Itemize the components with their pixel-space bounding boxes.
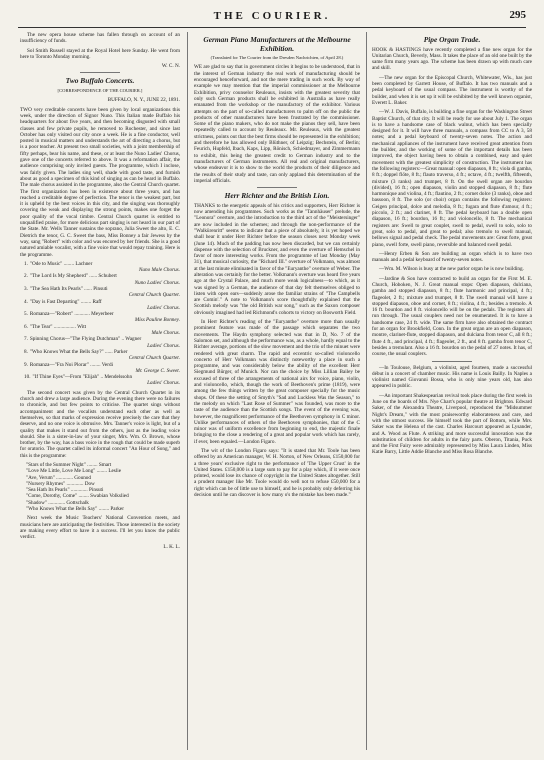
programme-item: [24, 506, 180, 512]
intro-paragraph: The new opera house scheme has fallen through on account of an insufficiency of funds.: [20, 32, 180, 45]
separator: [80, 72, 120, 73]
organ-paragraph-3: —W. J. Davis, Buffalo, is building a fine organ for the Washington Street Baptist Church, of that city. It will be ready for use about July 1. The organ is to have a handsome case of black walnut, which has been specially designed for it. It will have three manuals, a compass from CC to A 3, 58 notes; and a pedal keyboard of twenty-seven notes. The action and mechanical appliances of the instrument have received great attention from the builder, and the working of some of the important details has been improved, the object having been to obtain a combined, easy and quiet movement with the greatest simplicity of construction. The instrument has the following registers:—Great manual: open diapason, 8 ft.; viola di gamba, 8 ft.; doppel flöte, 8 ft.; flauto traverso, 4 ft.; octave, 4 ft.; twelfth, fifteenth, mixture (3 ranks) and trumpet, 8 ft. On the swell organ are bourdon (divided), 16 ft.; open diapason, violin and stopped diapason, 8 ft.; flute harmonique and violina, 4 ft.; flautino, 2 ft.; cornet dolce (3 ranks), oboe and bassoon, 8 ft. The solo (or choir) organ contains the following registers: Geigen principal, dolce and melodia, 8 ft.; fugara and flute d'amour, 4 ft.; piccolo, 2 ft.; and clarinet, 8 ft. The pedal keyboard has a double open diapason, 16 ft.; bourdon, 16 ft.; and violoncello, 8 ft. The mechanical registers are: Swell to great couplet, swell to pedal, swell to solo, solo to great, solo to pedal, and great to pedal; also tremolo to swell manual, bellows signal and pedal check. The pedal movements are: Great forte, great piano, swell forte, swell piano, reversible and balanced swell pedal.: [372, 109, 532, 248]
programme-title: "Nursery Rhymes" ............. Dow: [26, 480, 95, 487]
column-divider-2: [366, 32, 367, 750]
programme-title: "Who Knows What the Bells Say?" ...... Parker: [29, 348, 128, 355]
programme-performer: Ladies' Chorus.: [147, 304, 180, 311]
translation-note: (Translated for The Courier from the Dresden Nachrichten, of April 28.): [210, 55, 344, 61]
dateline: BUFFALO, N. Y., JUNE 22, 1891.: [107, 97, 180, 104]
organ-paragraph-2: —The new organ for the Episcopal Church, Whitewater, Wis., has just been completed by Garrett House, of Buffalo. It has two manuals and a pedal keyboard of the usual compass. The instrument is worthy of the builder, and when it is set up it will be exhibited by the well known organist, Everett L. Baker.: [372, 74, 532, 106]
programme-title: "Day is Fast Departing" ........ Raff: [29, 298, 102, 305]
programme-item: [24, 299, 180, 305]
programme-performer: Ladies' Chorus.: [147, 342, 180, 349]
programme-number: 9.: [24, 361, 28, 368]
programme-title: "Stars of the Summer Night" ........ Smart: [26, 462, 112, 468]
programme-number: 3.: [24, 285, 28, 292]
programme-title: "The Tear" ................. Witt: [29, 323, 87, 330]
programme-title: "Sea Hath Its Pearls" ............. Pinsuti: [26, 487, 104, 494]
programme-performer: Central Church Quartet.: [128, 292, 180, 299]
header-rule: [18, 27, 526, 28]
programme-number: 5.: [24, 311, 28, 318]
column-divider-1: [187, 32, 188, 750]
programme-title: "If Thine Eyes"—From "Elijah" .. Mendelssohn: [32, 374, 133, 381]
article-title-organ: Pipe Organ Trade.: [423, 35, 481, 44]
programme-item: [24, 273, 180, 279]
article-title-buffalo: Two Buffalo Concerts.: [65, 76, 135, 86]
programme-title: "Shadow" ............. Gottschalk: [26, 499, 89, 506]
notes-paragraph-2: —An important Shakespearian revival took place during the first week in June on the boards of Mrs. Nye Chart's popular theatre at Brighton. Edward Saker, of the Alexandra Theatre, Liverpool, reproduced the "Midsummer Night's Dream," with the most praiseworthy elaborateness and care, and with the utmost success. He himself took the part of Bottom, while Mrs. Saker was the Helena of the cast. Charles Harcourt appeared as Lysander, and A. Wood as Flute. A striking and more successful innovation was the substitution of children for adults in the fairy parts. Oberon, Titania, Puck and the First Fairy were admirably represented by Miss Laura Linden, Miss Katie Barry, Little Addie Blanche and Miss Rosa Blanche.: [372, 392, 532, 456]
organ-paragraph-5: —Wm. M. Wilson is busy at the new parlor organ he is now building.: [379, 266, 524, 273]
programme-performer: Miss Pauline Bonney.: [134, 317, 180, 324]
concert-programme-2: [24, 462, 180, 512]
programme-number: 10.: [24, 374, 31, 381]
piano-paragraph: WE are glad to say that in government circles it begins to be understood, that in the interest of German industry the real work of manufacturing should be encouraged henceforward, and not the mere trading in such work. By way of example we may mention that the imperial commissioner at the Melbourne Exhibition, privy counselor Reuleaux, insists with the greatest severity that only such German products shall be exhibited in Australia as have really emanated from the workshop or the manufactory of the exhibitor. Various attempts on the part of so-called manufacturers to palm off on the public the products of other manufacturers have been frustrated by the commissioner. Some of the piano makers, who do not make the pianos they sell, have been repeatedly called to account by Reuleaux. Mr. Reuleaux, with the greatest strictness, points out that the best firms should be represented in the exhibition; and therefore he has allowed only Blüthner, of Leipzig; Bechstein, of Berlin; Feurich, Hupfeld, Ibach, Kaps, Lipp, Rönisch, Schiedmayer, and Zimmermann to exhibit, this being the greatest credit to German industry and to the manufacturers of German instruments. All real and original manufacturers, whose endeavor it is to show to the world the products of their diligence and the results of their study and taste, can only applaud this determination of the imperial officials.: [194, 64, 360, 184]
programme-title: Romanza—"Robert" ............ Meyerbeer: [29, 311, 114, 318]
programme-item: [24, 336, 180, 342]
buffalo-paragraph-2: The second concert was given by the Central Church Quartet in its church and drew a large audience. During the evening there were no failures to chronicle, and but few points to criticise. The quartet sings without accompaniment and the vocalists understand each other as well as themselves, so that marks of expression receive precisely the care that they deserve, and no one voice is obtrusive. Mrs. Tanner's voice is light, but of a quality that makes it stand out from the others, just as the leading voice should. She is a sister-in-law of your singer, Mrs. Wm. O. Brown, whose brother, by the way, has a bass voice in the rough that could be made superb for oratorio. The quartet called its informal concert "An Hour of Song," and this is the programme:: [20, 389, 180, 459]
intro-paragraph-2: Sol Smith Russell stayed at the Royal Hotel here Sunday. He went from here to Toronto Monday morning.: [20, 47, 180, 60]
programme-number: 7.: [24, 336, 28, 343]
programme-number: 2.: [24, 273, 28, 280]
intro-signature: W. C. N.: [161, 63, 180, 70]
programme-title: "Ave, Verum" ............. Gounod: [26, 474, 91, 481]
programme-title: "The Sea Hath Its Pearls" ...... Pinsuti: [29, 285, 108, 292]
programme-item: [24, 362, 180, 368]
programme-performer: Male Chorus.: [151, 330, 180, 337]
programme-title: "Love Me Little, Love Me Long" ........ Leslie: [26, 468, 121, 475]
column-3: [372, 32, 532, 752]
column-1: [20, 32, 180, 752]
programme-performer: Central Church Quartet.: [128, 355, 180, 362]
masthead: THE COURIER.: [213, 10, 331, 22]
programme-performer: Nuno Ladies' Chorus.: [134, 279, 180, 286]
programme-number: 1.: [24, 260, 28, 267]
programme-title: Spinning Chorus—"The Flying Dutchman" .. Wagner: [29, 336, 142, 343]
separator: [432, 361, 472, 362]
buffalo-signature: L. K. L.: [163, 543, 180, 550]
programme-number: 6.: [24, 323, 28, 330]
programme-title: "The Lord Is My Shepherd" ...... Schubert: [29, 273, 117, 280]
richter-paragraph-1: THANKS to the energetic appeals of his critics and supporters, Herr Richter is now amending his programmes. Such works as the "Tannhäuser" prelude, the "Leonora" overture, and the introduction to the third act of the "Meistersinger" are now included in the schemes; and through the non-performance of the "Walkürenritt" seems to indicate that a piece of absolutely, it is yet hoped we shall hear it under Herr Richter before the season closes next Monday week (June 14). Much of the padding has now been discarded, but we can certainly dispense with the selection of Bruckner, and even the overture of Hemschel in favor of more interesting works. From the programme of last Monday (May 31), that musical curiosity, the "Richard III." overture of Volkmann, was almost at the last minute eliminated in favor of the "Euryanthe" overture of Weber. The alteration was certainly for the better. Volkmann's overture was heard five years ago at the Crystal Palace, and much more weak logicalness—to which, as it was signed by a German, the audience of that day felt themselves obliged to listen with open ears—suddenly arose the familiar strains of "The Campbells are Comin'." A note to Volkmann's score thoughtfully explained that the Scottish melody was "the old British war song," such as the Saxon composer obviously imagined had led Richmond's cohorts to victory on Bosworth Field.: [194, 202, 360, 316]
page-header: [18, 8, 526, 24]
programme-number: 8.: [24, 348, 28, 355]
programme-performer: Nuno Male Chorus.: [138, 267, 180, 274]
concert-programme-1: [24, 261, 180, 387]
programme-title: "Come, Dorothy, Come" ........ Swabian Volkslied: [26, 493, 129, 500]
programme-performer: Mr. George C. Sweet.: [135, 367, 180, 374]
programme-title: "Ode to Music" ........ Lachner: [29, 260, 93, 267]
programme-title: "Who Knows What the Bells Say" ........ Parker: [26, 506, 124, 513]
separator: [257, 187, 297, 188]
programme-title: Romanza—"Fra Noi Plorar" ........ Verdi: [29, 361, 113, 368]
page-number: 295: [509, 9, 526, 21]
buffalo-paragraph-1: TWO very creditable concerts have been given by local organizations this week, under the direction of Signor Nuno. This Italian made Buffalo his headquarters for about five years, and then becoming disgusted with small classes and few private pupils, he removed to Rochester, and since last October has only visited our city once a week. He is a fine conductor, well posted in musical matters and understands the art of directing a chorus, but is a poor teacher. At present two small societies, with a joint membership of fifty perhaps, bear his name, and these, or at least the Nuno Ladies' Chorus, gave one of the concerts referred to above. It was a reformation affair, the audience comprising only invited guests. The programme, which I inclose, was fairly given. The ladies sing well, shade with good taste, and furnish about as good a specimen of this kind of singing as can be heard in Buffalo. The male chorus assisted in the programme, also the Central Church quartet. The first organization has been in existence about three years, and has reached a creditable degree of perfection. The tenor is the weakest part, but it is upheld by the best voices in this city, and the singing was thoroughly covering the weak and displaying the strong points, makes one forget the poor quality of the vocal timbre. Central Church quartet is entitled to unqualified praise, for more delicious part singing is not heard in our part of the State. Mr. Wells Tanner sustains the soprano, Julia Sweet the alto, E. C. Dietrich the tenor, G. C. Sweet the bass, Miss Bonney a fair Jewess by the way, sang "Robert" with color and was encored by her friends. She is a good natured amiable vocalist, with a fine voice that would repay training. Here is the programme.: [20, 106, 180, 258]
organ-paragraph-6: —Jardine & Son have contracted to build an organ for the First M. E. Church, Hoboken, N. J. Great manual stops: Open diapason, dulciana, gamba and stopped diapason, 8 ft.; flute harmonic and principal, 4 ft.; flageolet, 2 ft.; mixture and trumpet, 8 ft. The swell manual will have a stopped diapason, oboe and cornet, 8 ft.; violina, 4 ft.; besides a tremolo. A 16 ft. bourdon and 8 ft. violoncello will be on the pedals. The registers all run through. The usual couplers need not be enumerated. It is to have a handsome case, 24 ft. wide. The same firm have also obtained the contract for an organ for Brookfield, Conn. In the great organ are an open diapason, montre, clarinet-flute, stopped diapason, and dulciana from tenor C, all 8 ft.; flute 4 ft., and principal, 4 ft.; flageolet, 2 ft., and 8 ft. gamba from tenor C, besides a tremulant. Also a 16 ft. bourdon on the pedal of 27 notes. It has, of course, the usual couplers.: [372, 275, 532, 358]
richter-paragraph-2: In Herr Richter's reading of the "Euryanthe" overture more than usually prominent feature was made of the passage which separates the two movements. The Haydn symphony selected was that in D, No. 7 of the Salomon set, and although the performance was, as a whole, hardly equal to the Richter average, portions of the slow movement and the trio of the minuet were rendered with great charm. The rapid and eccentric so-called violoncello concerto of Herr Volkmann was distinctly noteworthy a place in such a programme, and was considerably below the ability of the excellent Herr Siegmund Bürger, of Munich. Nor can the choice by Miss Lillian Bailey be excused of three of the arrangements of national airs for voice, piano, violin, and violoncello, which, though the work of Beethoven's prime (1819), were among the few things written by the great composer specially for the music shops. Of these the setting of Smyth's "Sad and Luckless Was the Season," to the melody on which "Last Rose of Summer" was founded, was more to the taste of the audience than the Scottish songs. The event of the evening was, however, the magnificent performance of the Beethoven symphony in C minor. Unlike performances of others of the Beethoven symphonies, that of the C minor was of uniform excellence from beginning to end, the majestic finale bringing to the close a rendering of a great and popular work which has rarely, if ever, been equaled.—London Figaro.: [194, 319, 360, 445]
correspondence-line: [CORRESPONDENCE OF THE COURIER.]: [57, 88, 143, 94]
organ-paragraph-4: —Henry Erben & Son are building an organ which is to have two manuals and a pedal keyboard of twenty-seven notes.: [372, 250, 532, 264]
programme-performer: Ladies' Chorus.: [147, 380, 180, 387]
notes-paragraph-1: —In Toulouse, Belgium, a violinist, aged fourteen, made a successful début in a concert of chamber music. His name is Louis Bailly. In Naples a violinist named Giovanni Bossa, who is only nine years old, has also appeared in public.: [372, 364, 532, 390]
organ-paragraph-1: HOOK & HASTINGS have recently completed a fine new organ for the Unitarian Church, Beverly, Mass. It takes the place of an old one built by the same firm many years ago. The scheme has been drawn up with much care and skill.: [372, 46, 532, 72]
programme-number: 4.: [24, 298, 28, 305]
richter-paragraph-3: The wit of the London Figaro says: "It is stated that Mr. Toole has been offered by an American manager, W. H. Norton, of New Orleans, £150,000 for a three years' exclusive right to the performance of 'The Upper Crust' in the United States. £150,000 is a large sum to pay for a play which, if it were once printed, would lose its chance of copyright in the United States altogether. Still a prudent manager like Mr. Toole would do well not to refuse £50,000 for a right which can be of little use to himself, and he is probably only deferring his decision until he can discover is how many o's the mistake has been made.": [194, 448, 360, 499]
buffalo-paragraph-3: Next week the Music Teachers' National Convention meets, and musicians here are anticipating the festivities. Those interested in the society are making every effort to have it a success. I'll let you know the public verdict.: [20, 515, 180, 541]
article-title-piano: German Piano Manufacturers at the Melbourne Exhibition.: [203, 35, 351, 53]
column-2: [194, 32, 360, 752]
article-title-richter: Herr Richter and the British Lion.: [224, 191, 330, 201]
